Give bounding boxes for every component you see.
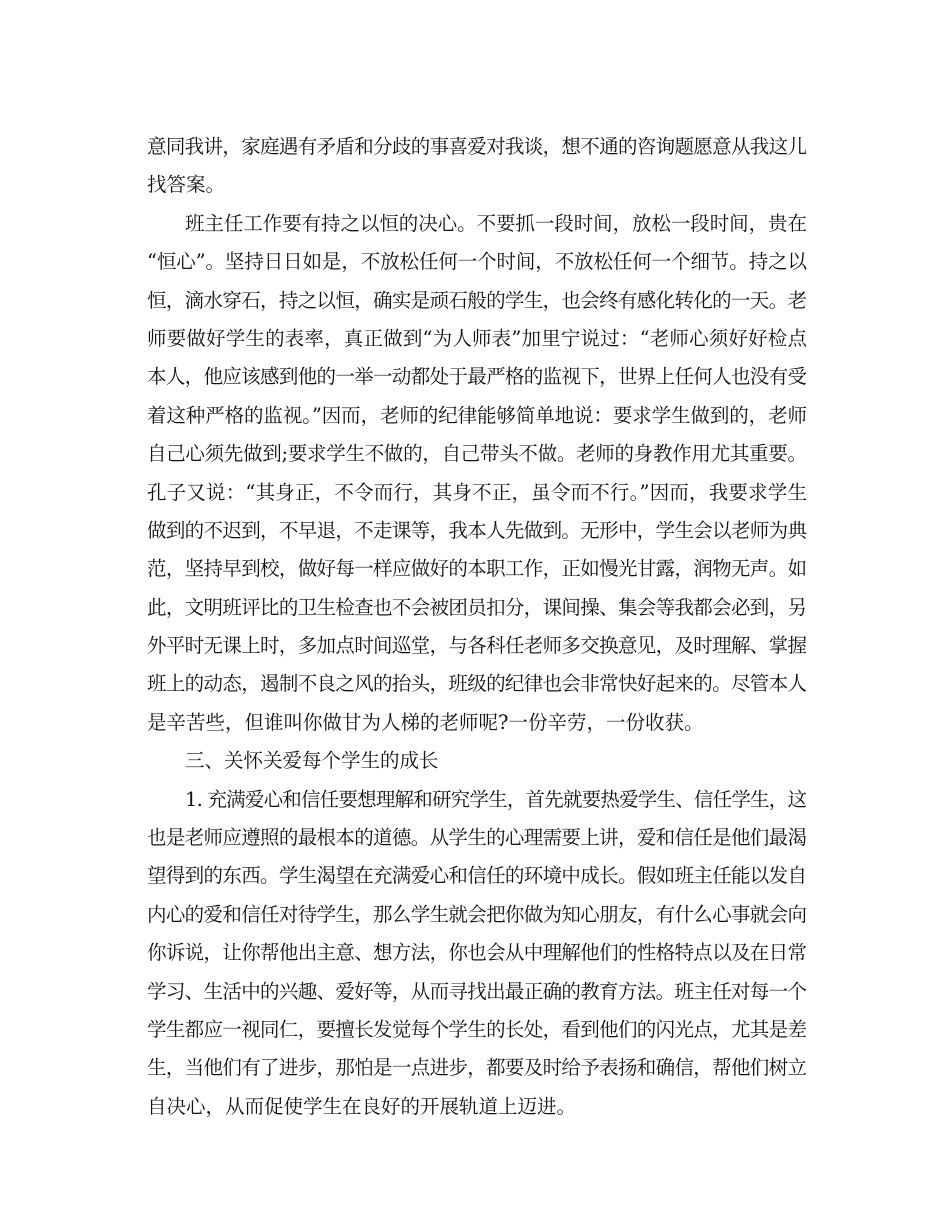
text-line: 内心的爱和信任对待学生，那么学生就会把你做为知心朋友，有什么心事就会向 (147, 902, 807, 926)
paragraph (147, 205, 807, 742)
text-line: 意同我讲，家庭遇有矛盾和分歧的事喜爱对我谈，想不通的咨询题愿意从我这儿 (147, 135, 807, 158)
text-line: 师要做好学生的表率，真正做到“为人师表”加里宁说过：“老师心须好好检点 (147, 326, 808, 350)
paragraph (147, 781, 807, 1127)
text-line: 望得到的东西。学生渴望在充满爱心和信任的环境中成长。假如班主任能以发自 (147, 864, 807, 888)
text-line: 做到的不迟到，不早退，不走课等，我本人先做到。无形中，学生会以老师为典 (147, 518, 807, 542)
text-line: 也是老师应遵照的最根本的道德。从学生的心理需要上讲，爱和信任是他们最渴 (147, 826, 807, 850)
text-line: 学习、生活中的兴趣、爱好等，从而寻找出最正确的教育方法。班主任对每一个 (147, 979, 807, 1003)
text-line: 是辛苦些，但谁叫你做甘为人梯的老师呢?一份辛劳，一份收获。 (147, 710, 704, 734)
text-line: 着这种严格的监视。”因而，老师的纪律能够简单地说：要求学生做到的，老师 (147, 403, 807, 427)
document-body (147, 128, 807, 1126)
text-line: 自决心，从而促使学生在良好的开展轨道上迈进。 (147, 1094, 577, 1118)
text-line: 范，坚持早到校，做好每一样应做好的本职工作，正如慢光甘露，润物无声。如 (147, 557, 807, 581)
paragraph (147, 128, 807, 205)
text-line: 1. 充满爱心和信任要想理解和研究学生，首先就要热爱学生、信任学生，这 (185, 787, 807, 811)
text-line: 孔子又说：“其身正，不令而行，其身不正，虽令而不行。”因而，我要求学生 (147, 480, 808, 504)
text-line: 外平时无课上时，多加点时间巡堂，与各科任老师多交换意见，及时理解、掌握 (147, 634, 807, 658)
text-line: “恒心”。坚持日日如是，不放松任何一个时间，不放松任何一个细节。持之以 (147, 250, 807, 274)
text-line: 本人，他应该感到他的一举一动都处于最严格的监视下，世界上任何人也没有受 (147, 365, 807, 389)
text-line: 班主任工作要有持之以恒的决心。不要抓一段时间，放松一段时间，贵在 (185, 211, 807, 235)
text-line: 自己心须先做到;要求学生不做的，自己带头不做。老师的身教作用尤其重要。 (147, 442, 807, 466)
text-line: 找答案。 (147, 173, 226, 197)
text-line: 三、关怀关爱每个学生的成长 (185, 749, 439, 773)
text-line: 此，文明班评比的卫生检查也不会被团员扣分，课间操、集会等我都会必到，另 (147, 595, 807, 619)
text-line: 恒，滴水穿石，持之以恒，确实是顽石般的学生，也会终有感化转化的一天。老 (147, 288, 807, 312)
paragraph (147, 742, 807, 780)
text-line: 你诉说，让你帮他出主意、想方法，你也会从中理解他们的性格特点以及在日常 (147, 941, 807, 965)
text-line: 生，当他们有了进步，那怕是一点进步，都要及时给予表扬和确信，帮他们树立 (147, 1056, 807, 1080)
text-line: 学生都应一视同仁，要擅长发觉每个学生的长处，看到他们的闪光点，尤其是差 (147, 1017, 807, 1041)
text-line: 班上的动态，遏制不良之风的抬头，班级的纪律也会非常快好起来的。尽管本人 (147, 672, 807, 696)
